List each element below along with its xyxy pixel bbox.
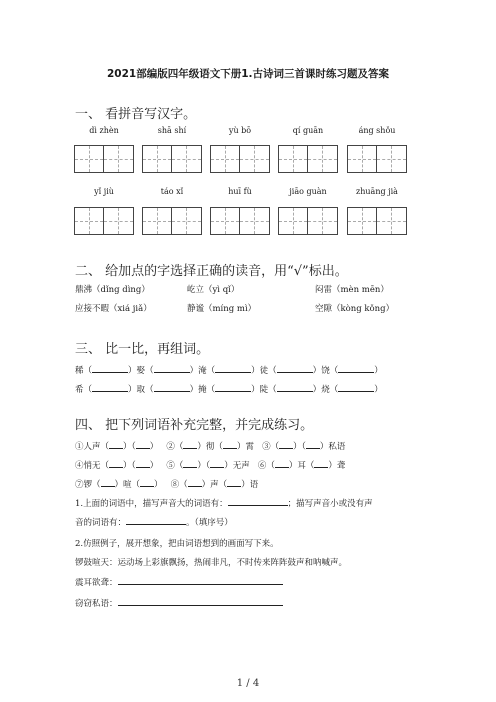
pinyin-2-5: zhuāng jià — [356, 187, 398, 196]
answer-blank[interactable] — [338, 383, 374, 392]
pinyin-1-4: qí guān — [292, 126, 324, 135]
pinyin-1-2: shā shí — [157, 126, 187, 135]
pinyin-1-3: yù bō — [228, 126, 252, 135]
tianzige-box[interactable] — [74, 145, 134, 173]
example-sentence: 锣鼓喧天：运动场上彩旗飘扬，热闹非凡，不时传来阵阵鼓声和呐喊声。 — [75, 558, 348, 568]
question-1-cont: 音的词语有： 。（填序号） — [75, 518, 233, 528]
answer-blank[interactable] — [126, 516, 186, 525]
pinyin-1-5: áng shǒu — [358, 126, 396, 135]
tianzige-box[interactable] — [142, 207, 202, 235]
tianzige-box[interactable] — [278, 145, 338, 173]
answer-line[interactable] — [118, 576, 283, 585]
answer-blank[interactable] — [92, 364, 128, 373]
tianzige-box[interactable] — [278, 207, 338, 235]
answer-blank[interactable] — [275, 459, 289, 468]
fill-line-1: 震耳欲聋： — [75, 576, 283, 588]
answer-blank[interactable] — [109, 440, 123, 449]
answer-blank[interactable] — [338, 364, 374, 373]
answer-blank[interactable] — [279, 440, 293, 449]
idiom-line-1: ①人声（ ）（ ） ②（ ）彻（ ）霄 ③（ ）（ ）私语 — [75, 442, 346, 452]
answer-line[interactable] — [118, 597, 283, 606]
answer-blank[interactable] — [215, 364, 251, 373]
reading-choice[interactable]: 屹立（yì qǐ） — [187, 285, 240, 295]
page-title: 2021部编版四年级语文下册1.古诗词三首课时练习题及答案 — [106, 68, 390, 80]
pinyin-2-3: huī fù — [228, 187, 252, 196]
page-number: 1 / 4 — [236, 678, 260, 689]
answer-blank[interactable] — [136, 459, 150, 468]
idiom-line-3: ⑦锣（ ）喧（ ） ⑧（ ）声（ ）语 — [75, 480, 259, 490]
reading-choice[interactable]: 闷雷（mèn mēn） — [315, 285, 389, 295]
reading-choice[interactable]: 空隙（kòng kǒng） — [315, 304, 395, 314]
answer-blank[interactable] — [140, 478, 154, 487]
pinyin-1-1: dì zhèn — [89, 126, 119, 135]
pinyin-2-4: jiāo guàn — [289, 187, 327, 196]
compare-row-1: 稀（ ）娶（ ）淹（ ）徒（ ）饶（ ） — [75, 366, 383, 376]
pinyin-2-1: yǐ jiù — [94, 187, 114, 196]
tianzige-box[interactable] — [142, 145, 202, 173]
answer-blank[interactable] — [101, 478, 115, 487]
reading-choice[interactable]: 应接不暇（xiá jiǎ） — [75, 304, 152, 314]
section-4-heading: 四、 把下列词语补充完整，并完成练习。 — [75, 418, 314, 433]
question-1: 1.上面的词语中，描写声音大的词语有： ；描写声音小或没有声 — [75, 499, 373, 509]
fill-line-2: 窃窃私语： — [75, 597, 283, 609]
tianzige-box[interactable] — [347, 145, 407, 173]
tianzige-box[interactable] — [74, 207, 134, 235]
tianzige-box[interactable] — [347, 207, 407, 235]
answer-blank[interactable] — [277, 383, 313, 392]
idiom-line-2: ④悄无（ ）（ ） ⑤（ ）（ ）无声 ⑥（ ）耳（ ）聋 — [75, 461, 346, 471]
answer-blank[interactable] — [154, 383, 190, 392]
answer-blank[interactable] — [188, 478, 202, 487]
reading-choice[interactable]: 静谧（míng mì） — [187, 304, 257, 314]
section-2-heading: 二、 给加点的字选择正确的读音，用“√”标出。 — [75, 264, 348, 279]
pinyin-2-2: táo xǐ — [160, 187, 184, 196]
answer-blank[interactable] — [210, 459, 224, 468]
answer-blank[interactable] — [306, 440, 320, 449]
tianzige-box[interactable] — [210, 207, 270, 235]
section-3-heading: 三、 比一比，再组词。 — [75, 342, 210, 357]
question-2: 2.仿照例子，展开想象，把由词语想到的画面写下来。 — [75, 539, 279, 549]
answer-blank[interactable] — [314, 459, 328, 468]
reading-choice[interactable]: 鼎沸（dǐng dìng） — [75, 285, 150, 295]
answer-blank[interactable] — [92, 383, 128, 392]
tianzige-box[interactable] — [210, 145, 270, 173]
answer-blank[interactable] — [154, 364, 190, 373]
answer-blank[interactable] — [109, 459, 123, 468]
answer-blank[interactable] — [183, 459, 197, 468]
answer-blank[interactable] — [227, 478, 241, 487]
compare-row-2: 希（ ）取（ ）掩（ ）陡（ ）烧（ ） — [75, 385, 383, 395]
answer-blank[interactable] — [183, 440, 197, 449]
answer-blank[interactable] — [277, 364, 313, 373]
answer-blank[interactable] — [215, 383, 251, 392]
answer-blank[interactable] — [228, 497, 288, 506]
section-1-heading: 一、 看拼音写汉字。 — [75, 107, 197, 122]
answer-blank[interactable] — [136, 440, 150, 449]
answer-blank[interactable] — [223, 440, 237, 449]
